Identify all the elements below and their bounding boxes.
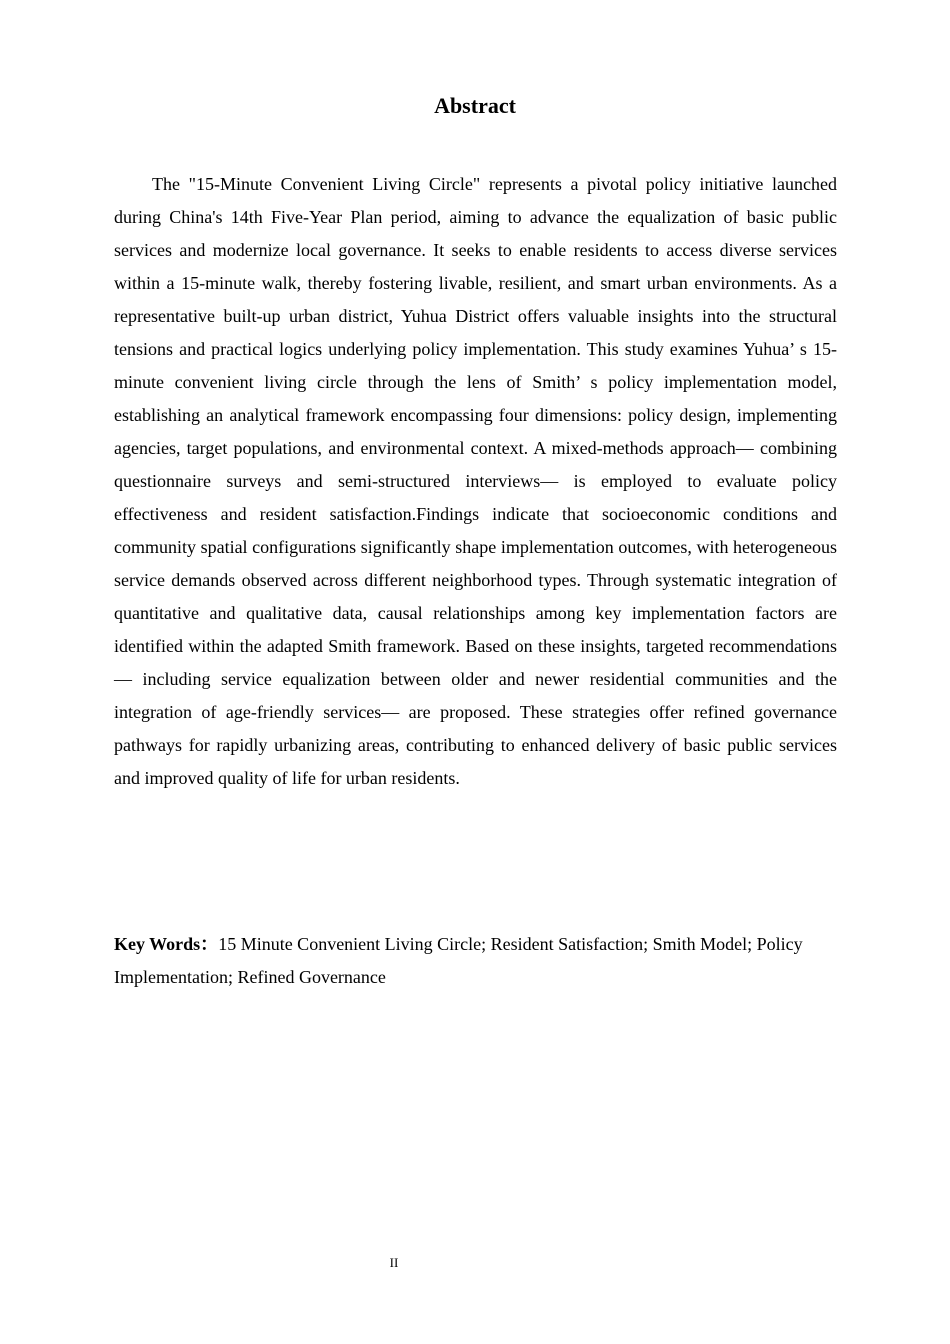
keywords-label: Key Words： xyxy=(114,934,219,954)
page-number: II xyxy=(389,1255,399,1270)
keywords-text: 15 Minute Convenient Living Circle; Resident Satisfaction; Smith Model; Policy Implementation; Refined Governance xyxy=(114,934,803,987)
keywords-line xyxy=(114,928,837,994)
abstract-title: Abstract xyxy=(434,93,516,118)
abstract-paragraph: The "15-Minute Convenient Living Circle" represents a pivotal policy initiative launched during China's 14th Five-Year Plan period, aiming to advance the equalization of basic public services and modernize local governance. It seeks to enable residents to access diverse services within a 15-minute walk, thereby fostering livable, resilient, and smart urban environments. As a representative built-up urban district, Yuhua District offers valuable insights into the structural tensions and practical logics underlying policy implementation. This study examines Yuhua’ s 15-minute convenient living circle through the lens of Smith’ s policy implementation model, establishing an analytical framework encompassing four dimensions: policy design, implementing agencies, target populations, and environmental context. A mixed-methods approach— combining questionnaire surveys and semi-structured interviews— is employed to evaluate policy effectiveness and resident satisfaction.Findings indicate that socioeconomic conditions and community spatial configurations significantly shape implementation outcomes, with heterogeneous service demands observed across different neighborhood types. Through systematic integration of quantitative and qualitative data, causal relationships among key implementation factors are identified within the adapted Smith framework. Based on these insights, targeted recommendations— including service equalization between older and newer residential communities and the integration of age-friendly services— are proposed. These strategies offer refined governance pathways for rapidly urbanizing areas, contributing to enhanced delivery of basic public services and improved quality of life for urban residents. xyxy=(114,174,837,788)
